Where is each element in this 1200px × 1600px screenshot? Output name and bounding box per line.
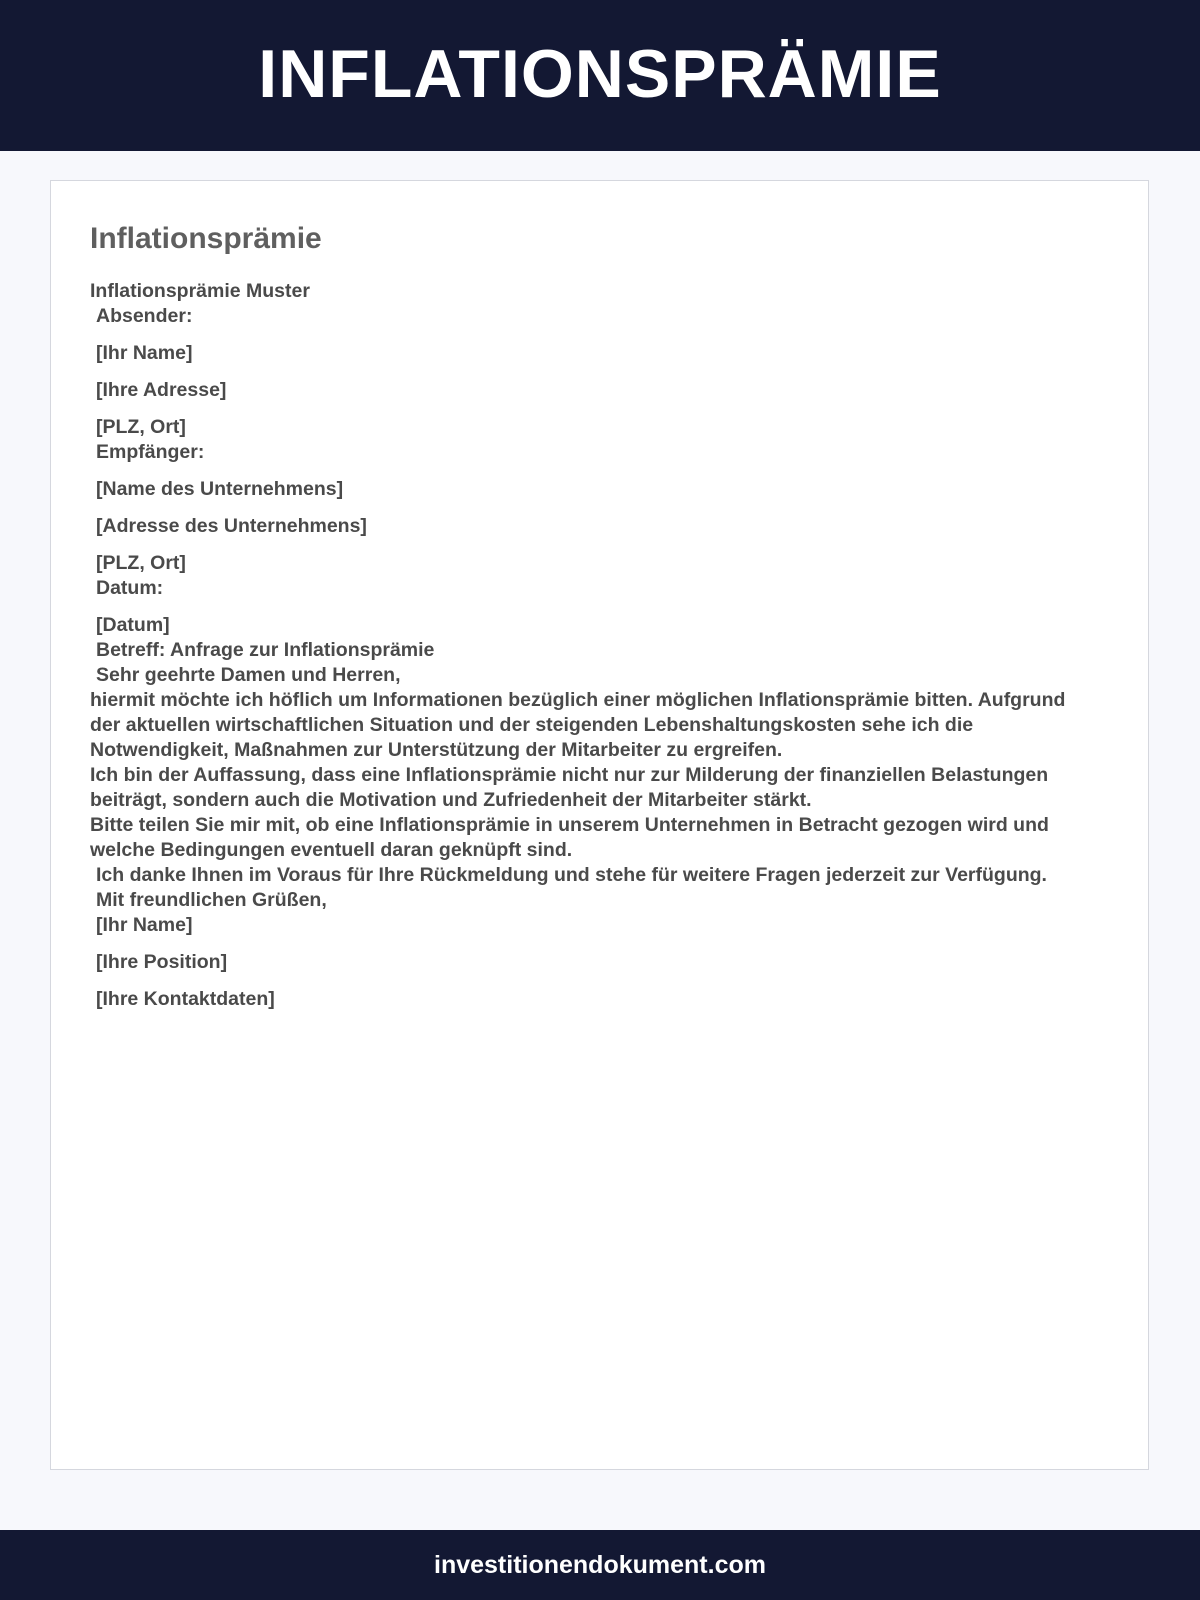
salutation: Sehr geehrte Damen und Herren,	[96, 664, 401, 686]
date-value: [Datum]	[96, 614, 170, 636]
sender-city: [PLZ, Ort]	[96, 416, 186, 438]
signature-position: [Ihre Position]	[96, 951, 228, 973]
closing-line: Mit freundlichen Grüßen,	[96, 889, 327, 911]
recipient-city: [PLZ, Ort]	[96, 552, 186, 574]
paragraph-3: Bitte teilen Sie mir mit, ob eine Inflationsprämie in unserem Unternehmen in Betracht gezogen wird und welche Bedingungen eventuell daran geknüpft sind.	[90, 814, 1049, 861]
sender-name: [Ihr Name]	[96, 342, 193, 364]
recipient-address: [Adresse des Unternehmens]	[96, 515, 367, 537]
page-header	[0, 0, 1200, 151]
header-title: INFLATIONSPRÄMIE	[258, 35, 942, 112]
document-title: Inflationsprämie	[90, 222, 322, 255]
sender-address: [Ihre Adresse]	[96, 379, 227, 401]
letter-heading: Inflationsprämie Muster	[90, 280, 310, 302]
sender-label: Absender:	[96, 305, 193, 327]
subject-line: Betreff: Anfrage zur Inflationsprämie	[96, 639, 435, 661]
date-label: Datum:	[96, 577, 164, 599]
recipient-label: Empfänger:	[96, 441, 205, 463]
paragraph-1: hiermit möchte ich höflich um Informationen bezüglich einer möglichen Inflationsprämie bitten. Aufgrund der aktuellen wirtschaftlichen Situation und der steigenden Lebenshaltungskosten sehe ich die Notwendigkeit, Maßnahmen zur Unterstützung der Mitarbeiter zu ergreifen.	[90, 689, 1066, 761]
footer-site-link[interactable]: investitionendokument.com	[434, 1550, 766, 1579]
signature-contact: [Ihre Kontaktdaten]	[96, 988, 275, 1010]
letter-body	[90, 279, 1100, 1012]
paragraph-2: Ich bin der Auffassung, dass eine Inflationsprämie nicht nur zur Milderung der finanziellen Belastungen beiträgt, sondern auch die Motivation und Zufriedenheit der Mitarbeiter stärkt.	[90, 764, 1049, 811]
signature-name: [Ihr Name]	[96, 914, 193, 936]
recipient-company: [Name des Unternehmens]	[96, 478, 344, 500]
page-footer	[0, 1530, 1200, 1600]
document-card	[50, 180, 1149, 1470]
thanks-line: Ich danke Ihnen im Voraus für Ihre Rückmeldung und stehe für weitere Fragen jederzeit zur Verfügung.	[96, 864, 1047, 886]
